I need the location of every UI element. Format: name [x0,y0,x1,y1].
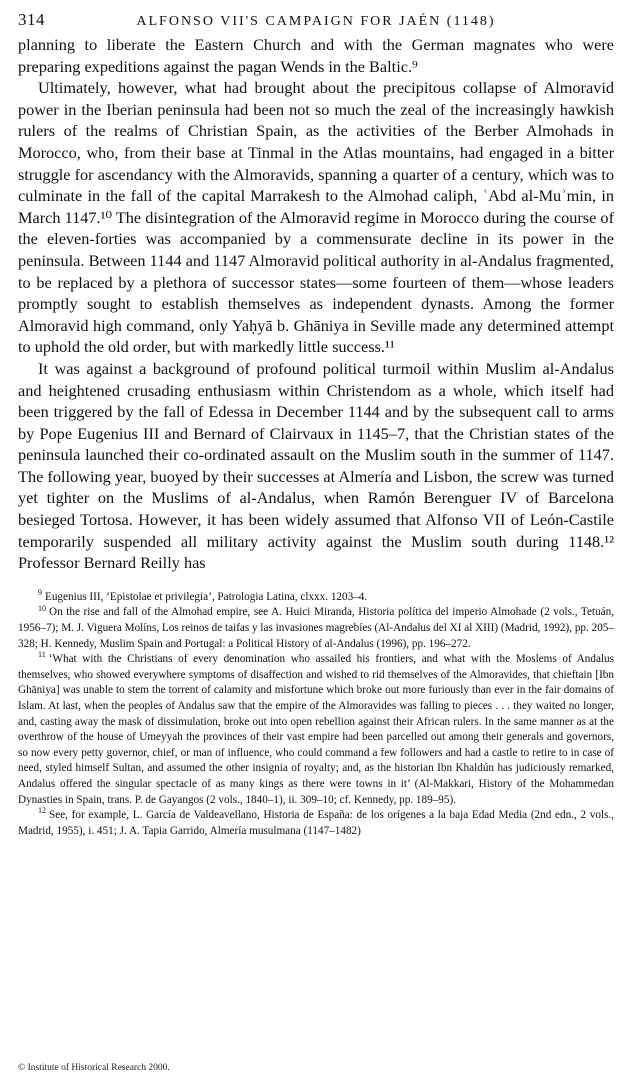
body-text [18,34,614,574]
footnote-number: 10 [38,603,46,613]
page-number: 314 [18,10,45,29]
footnote [18,652,614,808]
footnote-number: 11 [38,650,46,660]
footnote-number: 12 [38,806,46,816]
paragraph: Ultimately, however, what had brought about the precipitous collapse of Almoravid power in the Iberian peninsula had been not so much the zeal of the increasingly hawkish rulers of the realms of Christian Spain, as the activities of the Berber Almohads in Morocco, who, from their base at Tinmal in the Atlas mountains, had engaged in a bitter struggle for ascendancy with the Almoravids, spanning a quarter of a century, which was to culminate in the fall of the capital Marrakesh to the Almohad caliph, ʿAbd al-Muʾmin, in March 1147.¹⁰ The disintegration of the Almoravid regime in Morocco during the course of the eleven-forties was accompanied by a commensurate decline in its power in the peninsula. Between 1144 and 1147 Almoravid political authority in al-Andalus fragmented, to be replaced by a plethora of successor states—some fourteen of them—whose leaders promptly sought to establish themselves as independent dynasts. Among the former Almoravid high command, only Yaḥyā b. Ghāniya in Seville made any determined attempt to uphold the old order, but with markedly little success.¹¹ [18,78,614,357]
footnote [18,590,614,606]
copyright-notice: © Institute of Historical Research 2000. [18,1063,170,1073]
paragraph: It was against a background of profound political turmoil within Muslim al-Andalus and heightened crusading enthusiasm within Christendom as a whole, which itself had been triggered by the fall of Edessa in December 1144 and by the subsequent call to arms by Pope Eugenius III and Bernard of Clairvaux in 1145–7, that the Christian states of the peninsula launched their co-ordinated assault on the Muslim south in the summer of 1147. The following year, buoyed by their successes at Almería and Lisbon, the screw was turned yet tighter on the Muslims of al-Andalus, when Ramón Berenguer IV of Barcelona besieged Tortosa. However, it has been widely assumed that Alfonso VII of León-Castile temporarily suspended all military activity against the Muslim south during 1148.¹² Professor Bernard Reilly has [18,358,614,573]
footnote-text: Eugenius III, ‘Epistolae et privilegia’, Patrologia Latina, clxxx. 1203–4. [45,590,368,603]
footnote [18,808,614,839]
footnote-number: 9 [38,588,42,598]
footnotes [18,590,614,840]
footnote-text: See, for example, L. García de Valdeavellano, Historia de España: de los orígenes a la baja Edad Media (2nd edn., 2 vols., Madrid, 1955), i. 451; J. A. Tapia Garrido, Almería musulmana (1147–1482) [18,809,614,837]
book-page [18,10,614,839]
footnote-text: On the rise and fall of the Almohad empire, see A. Huici Miranda, Historia política del imperio Almohade (2 vols., Tetuán, 1956–7); M. J. Viguera Molíns, Los reinos de taifas y las invasiones magrebíes (Al-Andalus del XI al XIII) (Madrid, 1992), pp. 205–328; H. Kennedy, Muslim Spain and Portugal: a Political History of al-Andalus (1996), pp. 196–272. [18,606,614,650]
page-header [18,10,614,34]
running-head: ALFONSO VII'S CAMPAIGN FOR JAÉN (1148) [136,14,496,29]
footnote [18,605,614,652]
paragraph: planning to liberate the Eastern Church and with the German magnates who were preparing expeditions against the pagan Wends in the Baltic.⁹ [18,35,614,76]
footnote-text: ‘What with the Christians of every denomination who assailed his frontiers, and what with the Moslems of Andalus themselves, who showed everywhere symptoms of disaffection and wished to rid themselves of the Almoravides, that chieftain [Ibn Ghāniya] was unable to stem the torrent of calamity and misfortune which broke out more furiously than ever in the fair domains of Islam. At last, when the peoples of Andalus saw that the empire of the Almoravides was falling to pieces . . . they waited no longer, and, casting away the mask of dissimulation, broke out into open rebellion against their African rulers. In the same manner as at the overthrow of the house of Umeyyah the provinces of their vast empire had been parcelled out among their generals and governors, so now every petty governor, chief, or man of influence, who could command a few followers and had a castle to retire to in case of need, styled himself Sultan, and assumed the other insignia of royalty; and, as the historian Ibn Khaldún has judiciously remarked, Andalus offered the singular spectacle of as many kings as there were towns in it’ (Al-Makkari, History of the Mohammedan Dynasties in Spain, trans. P. de Gayangos (2 vols., 1840–1), ii. 309–10; cf. Kennedy, pp. 189–95). [18,653,614,806]
